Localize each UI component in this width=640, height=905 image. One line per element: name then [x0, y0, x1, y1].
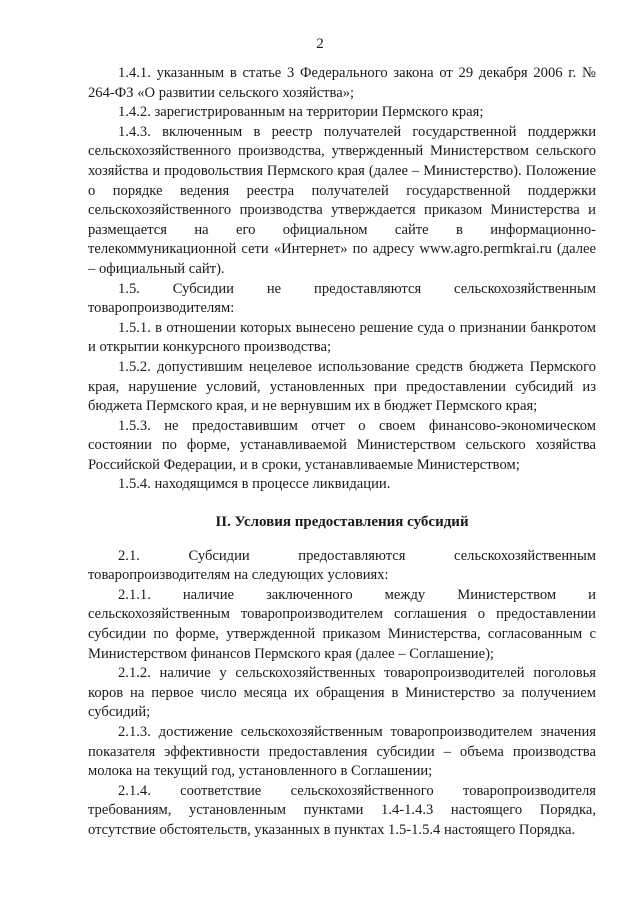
- paragraph-1-4-2: 1.4.2. зарегистрированным на территории Пермского края;: [118, 104, 484, 121]
- paragraph-1-5-3: 1.5.3. не предоставившим отчет о своем финансово-экономическом состоянии по форме, устанавливаемой Министерством сельского хозяйства Российской Федерации, и в сроки, устанавливаемые Министерством;: [88, 417, 596, 473]
- paragraph-1-4-3: 1.4.3. включенным в реестр получателей государственной поддержки сельскохозяйственного производства, утвержденный Министерством сельского хозяйства и продовольствия Пермского края (далее – Министерство). Положение о порядке ведения реестра получателей государственной поддержки сельскохозяйственного производства утверждается приказом Министерства и размещается на его официальном сайте в информационно-телекоммуникационной сети «Интернет» по адресу www.agro.permkrai.ru (далее – официальный сайт).: [88, 123, 596, 277]
- paragraph-1-4-1: 1.4.1. указанным в статье 3 Федерального закона от 29 декабря 2006 г. № 264-ФЗ «О развитии сельского хозяйства»;: [88, 65, 596, 101]
- paragraph-1-5-1: 1.5.1. в отношении которых вынесено решение суда о признании банкротом и открытии конкурсного производства;: [88, 319, 596, 356]
- paragraph-1-5: 1.5. Субсидии не предоставляются сельскохозяйственным товаропроизводителям:: [88, 280, 596, 317]
- paragraph-1-5-4: 1.5.4. находящимся в процессе ликвидации.: [118, 476, 391, 493]
- paragraph-2-1-1: 2.1.1. наличие заключенного между Министерством и сельскохозяйственным товаропроизводителем соглашения о предоставлении субсидии по форме, утвержденной приказом Министерства, согласованным с Министерством финансов Пермского края (далее – Соглашение);: [88, 586, 596, 662]
- paragraph-2-1-4: 2.1.4. соответствие сельскохозяйственного товаропроизводителя требованиям, установленным пунктами 1.4-1.4.3 настоящего Порядка, отсутствие обстоятельств, указанных в пунктах 1.5-1.5.4 настоящего Порядка.: [88, 782, 596, 838]
- page-number: 2: [316, 36, 324, 52]
- paragraph-2-1-3: 2.1.3. достижение сельскохозяйственным товаропроизводителем значения показателя эффективности предоставления субсидии – объема производства молока на текущий год, установленного в Соглашении;: [88, 724, 596, 780]
- section-title: II. Условия предоставления субсидий: [215, 514, 469, 531]
- paragraph-2-1: 2.1. Субсидии предоставляются сельскохозяйственным товаропроизводителям на следующих условиях:: [88, 547, 596, 584]
- paragraph-2-1-2: 2.1.2. наличие у сельскохозяйственных товаропроизводителей поголовья коров на первое число месяца их обращения в Министерство за получением субсидий;: [88, 665, 596, 721]
- document-body: [88, 64, 596, 841]
- paragraph-1-5-2: 1.5.2. допустившим нецелевое использование средств бюджета Пермского края, нарушение условий, установленных при предоставлении субсидий из бюджета Пермского края, и не вернувшим их в бюджет Пермского края;: [88, 358, 596, 415]
